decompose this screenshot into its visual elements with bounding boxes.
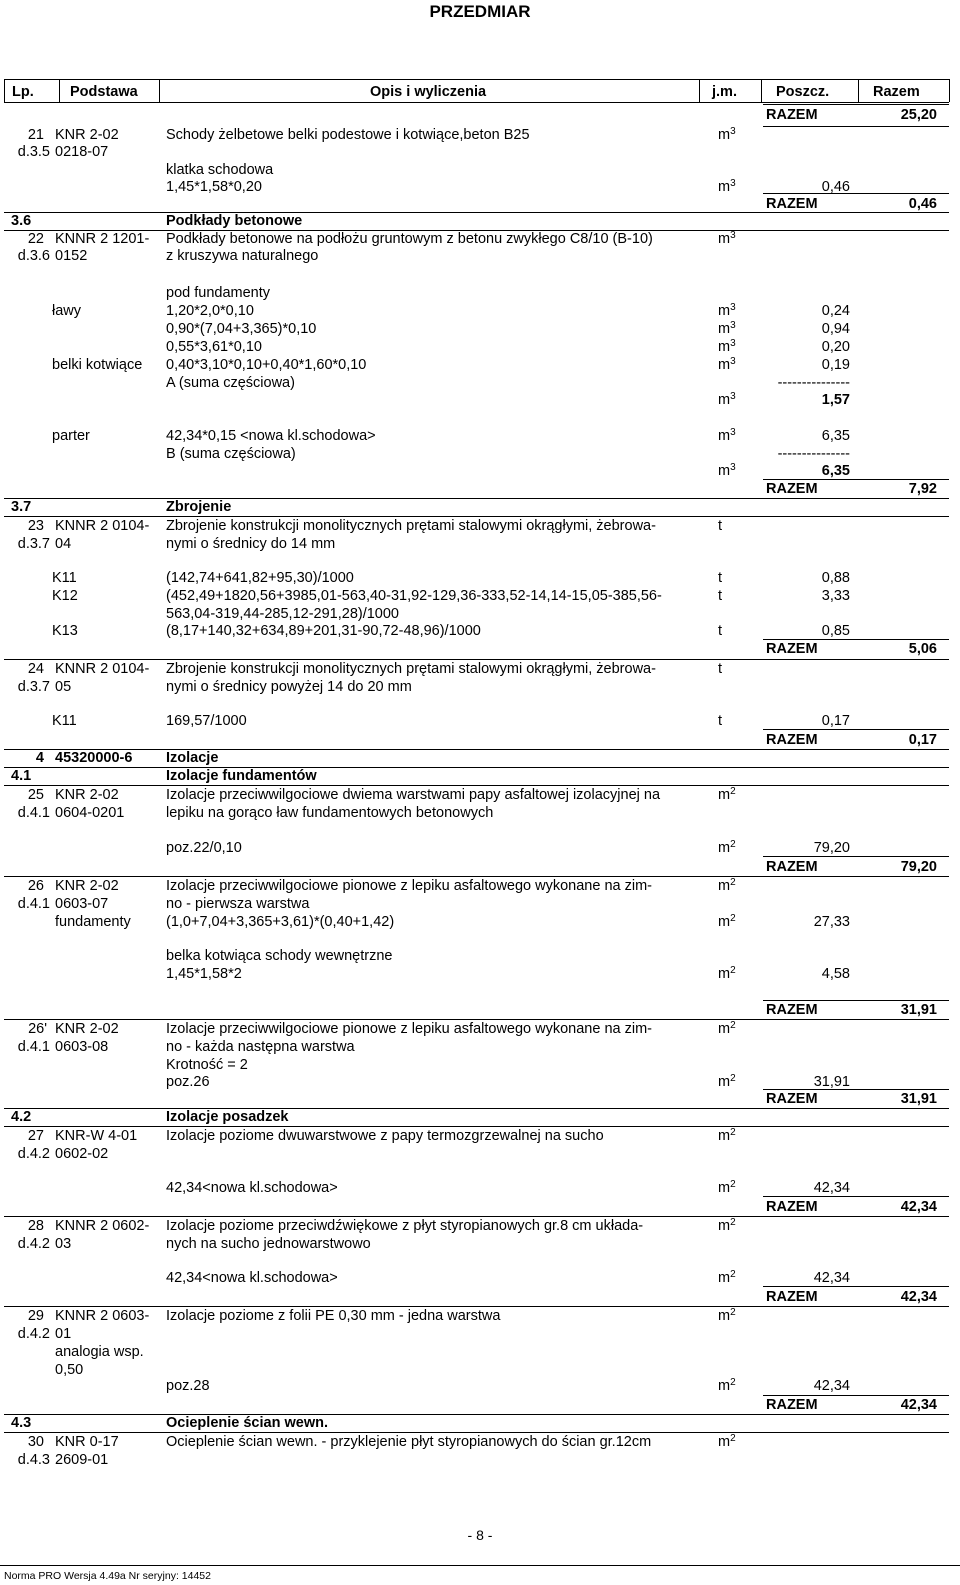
- calc-line: 1,45*1,58*2: [166, 966, 242, 982]
- calc-value: 6,35: [821, 428, 850, 444]
- razem-value: 31,91: [900, 1002, 937, 1018]
- item-basis: KNNR 2 0603-: [55, 1308, 150, 1324]
- item-description: nymi o średnicy powyżej 14 do 20 mm: [166, 679, 412, 695]
- element-label: parter: [52, 428, 90, 444]
- section-name: Ocieplenie ścian wewn.: [166, 1415, 328, 1431]
- section-number: 4.3: [11, 1415, 32, 1431]
- header-divider: [59, 79, 60, 102]
- item-number: 28: [27, 1218, 44, 1234]
- item-basis: KNR 0-17: [55, 1434, 119, 1450]
- item-description: Zbrojenie konstrukcji monolitycznych prętami stalowymi okrągłymi, żebrowa-: [166, 661, 656, 677]
- item-unit: $m^2$: [718, 1307, 736, 1324]
- section-line: [4, 876, 949, 877]
- item-ref: d.4.3: [17, 1452, 50, 1468]
- section-line: [4, 1108, 949, 1109]
- header-divider: [159, 79, 160, 102]
- section-name: Zbrojenie: [166, 499, 232, 515]
- col-header-jm: j.m.: [712, 84, 737, 100]
- razem-line: [763, 729, 949, 730]
- item-basis: KNNR 2 0602-: [55, 1218, 150, 1234]
- calc-value: 0,85: [821, 623, 850, 639]
- razem-label: RAZEM: [766, 1002, 818, 1018]
- razem-value: 7,92: [908, 481, 937, 497]
- item-description: Izolacje przeciwwilgociowe dwiema warstwami papy asfaltowej izolacyjnej na: [166, 787, 661, 803]
- razem-line: [763, 639, 949, 640]
- item-ref: d.3.5: [17, 144, 50, 160]
- calc-unit: $m^2$: [718, 1269, 736, 1286]
- razem-line: [763, 104, 949, 105]
- section-line: [4, 516, 949, 517]
- item-description: no - każda następna warstwa: [166, 1039, 355, 1055]
- item-unit: $m^2$: [718, 1217, 736, 1234]
- calc-unit: $m^3$: [718, 320, 736, 337]
- calc-value: 42,34: [813, 1378, 850, 1394]
- item-description: nych na sucho jednowarstwowo: [166, 1236, 371, 1252]
- razem-label: RAZEM: [766, 196, 818, 212]
- item-basis: KNR 2-02: [55, 1021, 119, 1037]
- calc-unit: $m^2$: [718, 965, 736, 982]
- section-line: [4, 659, 949, 660]
- calc-unit: $m^3$: [718, 391, 736, 408]
- calc-unit: $m^3$: [718, 356, 736, 373]
- razem-value: 31,91: [900, 1091, 937, 1107]
- header-divider: [949, 79, 950, 102]
- item-description: no - pierwsza warstwa: [166, 896, 310, 912]
- footer-text: Norma PRO Wersja 4.49a Nr seryjny: 14452: [4, 1570, 211, 1582]
- partial-sum-label: A (suma częściowa): [166, 375, 295, 391]
- item-unit: t: [718, 518, 723, 534]
- item-number: 24: [27, 661, 44, 677]
- section-number: 3.7: [11, 499, 32, 515]
- item-basis: 04: [55, 536, 72, 552]
- partial-sum-value: 6,35: [821, 463, 850, 479]
- calc-value: 42,34: [813, 1270, 850, 1286]
- calc-line: 0,55*3,61*0,10: [166, 339, 262, 355]
- item-basis: KNNR 2 0104-: [55, 661, 150, 677]
- razem-label: RAZEM: [766, 641, 818, 657]
- page-number: - 8 -: [467, 1527, 493, 1543]
- dash-line: ---------------: [777, 446, 850, 462]
- item-ref: d.3.6: [17, 248, 50, 264]
- item-ref: d.3.7: [17, 536, 50, 552]
- item-basis: KNNR 2 1201-: [55, 231, 150, 247]
- razem-line: [763, 1089, 949, 1090]
- item-basis: 03: [55, 1236, 72, 1252]
- calc-unit: $m^3$: [718, 338, 736, 355]
- calc-value: 4,58: [821, 966, 850, 982]
- item-basis: KNR 2-02: [55, 127, 119, 143]
- razem-line: [763, 1395, 949, 1396]
- header-top-line: [4, 79, 949, 80]
- item-number: 29: [27, 1308, 44, 1324]
- col-header-lp: Lp.: [12, 84, 34, 100]
- section-number: 4.2: [11, 1109, 32, 1125]
- item-basis: 0604-0201: [55, 805, 125, 821]
- item-number: 23: [27, 518, 44, 534]
- item-basis: KNNR 2 0104-: [55, 518, 150, 534]
- razem-value: 42,34: [900, 1199, 937, 1215]
- item-basis: 01: [55, 1326, 72, 1342]
- calc-label: pod fundamenty: [166, 285, 270, 301]
- item-description: Izolacje przeciwwilgociowe pionowe z lepiku asfaltowego wykonane na zim-: [166, 1021, 652, 1037]
- calc-line: 42,34<nowa kl.schodowa>: [166, 1180, 338, 1196]
- element-label: ławy: [52, 303, 82, 319]
- razem-line: [763, 856, 949, 857]
- item-description: Zbrojenie konstrukcji monolitycznych prętami stalowymi okrągłymi, żebrowa-: [166, 518, 656, 534]
- item-ref: d.4.2: [17, 1236, 50, 1252]
- razem-value: 42,34: [900, 1289, 937, 1305]
- element-label: K11: [52, 713, 77, 729]
- item-description: Schody żelbetowe belki podestowe i kotwiące,beton B25: [166, 127, 530, 143]
- item-basis: 0603-08: [55, 1039, 109, 1055]
- item-description: nymi o średnicy do 14 mm: [166, 536, 336, 552]
- calc-line: 1,45*1,58*0,20: [166, 179, 262, 195]
- section-line: [4, 1306, 949, 1307]
- item-unit: $m^3$: [718, 230, 736, 247]
- item-ref: d.4.2: [17, 1326, 50, 1342]
- item-basis: 0602-02: [55, 1146, 109, 1162]
- razem-value: 0,46: [908, 196, 937, 212]
- header-divider: [699, 79, 700, 102]
- calc-unit: $m^2$: [718, 839, 736, 856]
- item-basis: 2609-01: [55, 1452, 109, 1468]
- item-unit: $m^2$: [718, 877, 736, 894]
- item-basis: fundamenty: [55, 914, 131, 930]
- item-ref: d.4.1: [17, 1039, 50, 1055]
- item-unit: t: [718, 661, 723, 677]
- razem-label: RAZEM: [766, 1091, 818, 1107]
- razem-line: [763, 193, 949, 194]
- calc-unit: $m^2$: [718, 1073, 736, 1090]
- razem-line: [763, 1286, 949, 1287]
- col-header-poszcz: Poszcz.: [776, 84, 830, 100]
- section-name: Izolacje fundamentów: [166, 768, 317, 784]
- element-label: K13: [52, 623, 78, 639]
- section-line: [4, 1216, 949, 1217]
- item-unit: $m^2$: [718, 786, 736, 803]
- calc-line: 0,90*(7,04+3,365)*0,10: [166, 321, 317, 337]
- calc-value: 0,20: [821, 339, 850, 355]
- calc-label: belka kotwiąca schody wewnętrzne: [166, 948, 393, 964]
- calc-unit: $m^3$: [718, 427, 736, 444]
- item-description: Izolacje poziome dwuwarstwowe z papy termozgrzewalnej na sucho: [166, 1128, 604, 1144]
- calc-value: 0,46: [821, 179, 850, 195]
- item-basis: KNR 2-02: [55, 878, 119, 894]
- section-number: 4.1: [11, 768, 32, 784]
- razem-label: RAZEM: [766, 1397, 818, 1413]
- item-ref: d.3.7: [17, 679, 50, 695]
- calc-line: (1,0+7,04+3,365+3,61)*(0,40+1,42): [166, 914, 395, 930]
- item-basis: 0152: [55, 248, 88, 264]
- dash-line: ---------------: [777, 375, 850, 391]
- razem-label: RAZEM: [766, 481, 818, 497]
- calc-line: (452,49+1820,56+3985,01-563,40-31,92-129,36-333,52-14,14-15,05-385,56-: [166, 588, 662, 604]
- calc-line: 42,34<nowa kl.schodowa>: [166, 1270, 338, 1286]
- calc-unit: t: [718, 623, 723, 639]
- calc-unit: $m^2$: [718, 913, 736, 930]
- calc-value: 0,94: [821, 321, 850, 337]
- calc-value: 3,33: [821, 588, 850, 604]
- section-line: [4, 1126, 949, 1127]
- header-divider: [761, 79, 762, 102]
- section-number: 4: [35, 750, 44, 766]
- razem-value: 5,06: [908, 641, 937, 657]
- razem-value: 0,17: [908, 732, 937, 748]
- calc-value: 0,24: [821, 303, 850, 319]
- razem-line: [763, 126, 949, 127]
- col-header-opis: Opis i wyliczenia: [370, 84, 487, 100]
- razem-line: [763, 479, 949, 480]
- calc-unit: t: [718, 713, 723, 729]
- calc-unit: $m^2$: [718, 1179, 736, 1196]
- item-description: Ocieplenie ścian wewn. - przyklejenie płyt styropianowych do ścian gr.12cm: [166, 1434, 652, 1450]
- section-line: [4, 1432, 949, 1433]
- item-description: Izolacje przeciwwilgociowe pionowe z lepiku asfaltowego wykonane na zim-: [166, 878, 652, 894]
- item-description: lepiku na gorąco ław fundamentowych betonowych: [166, 805, 494, 821]
- item-number: 25: [27, 787, 44, 803]
- footer-line: [0, 1565, 960, 1566]
- item-basis: 0,50: [55, 1362, 84, 1378]
- element-label: K12: [52, 588, 78, 604]
- calc-value: 79,20: [813, 840, 850, 856]
- calc-unit: $m^3$: [718, 178, 736, 195]
- razem-label: RAZEM: [766, 1199, 818, 1215]
- calc-line: 42,34*0,15 <nowa kl.schodowa>: [166, 428, 376, 444]
- document-title: PRZEDMIAR: [429, 2, 531, 21]
- razem-label: RAZEM: [766, 1289, 818, 1305]
- section-line: [4, 1019, 949, 1020]
- calc-value: 31,91: [813, 1074, 850, 1090]
- item-basis: KNR 2-02: [55, 787, 119, 803]
- calc-line: 0,40*3,10*0,10+0,40*1,60*0,10: [166, 357, 367, 373]
- calc-line: poz.28: [166, 1378, 210, 1394]
- item-ref: d.4.1: [17, 896, 50, 912]
- section-name: Podkłady betonowe: [166, 213, 303, 229]
- calc-value: 0,88: [821, 570, 850, 586]
- razem-line: [763, 1196, 949, 1197]
- item-description: z kruszywa naturalnego: [166, 248, 319, 264]
- razem-value: 79,20: [900, 859, 937, 875]
- item-basis: 05: [55, 679, 72, 695]
- header-divider: [858, 79, 859, 102]
- section-name: Izolacje: [166, 750, 219, 766]
- section-line: [4, 749, 949, 750]
- razem-value: 42,34: [900, 1397, 937, 1413]
- calc-line: (142,74+641,82+95,30)/1000: [166, 570, 354, 586]
- item-unit: $m^2$: [718, 1433, 736, 1450]
- calc-unit: $m^3$: [718, 302, 736, 319]
- item-description: Izolacje poziome przeciwdźwiękowe z płyt styropianowych gr.8 cm układa-: [166, 1218, 644, 1234]
- calc-line: poz.26: [166, 1074, 210, 1090]
- item-ref: d.4.1: [17, 805, 50, 821]
- item-number: 22: [27, 231, 44, 247]
- col-header-podstawa: Podstawa: [70, 84, 138, 100]
- item-basis: analogia wsp.: [55, 1344, 144, 1360]
- razem-label: RAZEM: [766, 107, 818, 123]
- col-header-razem: Razem: [873, 84, 920, 100]
- element-label: K11: [52, 570, 77, 586]
- item-description: Podkłady betonowe na podłożu gruntowym z betonu zwykłego C8/10 (B-10): [166, 231, 653, 247]
- calc-value: 42,34: [813, 1180, 850, 1196]
- item-number: 26: [27, 878, 44, 894]
- section-code: 45320000-6: [55, 750, 133, 766]
- item-basis: KNR-W 4-01: [55, 1128, 138, 1144]
- razem-label: RAZEM: [766, 859, 818, 875]
- calc-line: poz.22/0,10: [166, 840, 242, 856]
- element-label: belki kotwiące: [52, 357, 143, 373]
- partial-sum-label: B (suma częściowa): [166, 446, 296, 462]
- header-divider: [4, 79, 5, 102]
- item-basis: 0603-07: [55, 896, 109, 912]
- section-line: [4, 212, 949, 213]
- razem-value: 25,20: [900, 107, 937, 123]
- item-unit: $m^2$: [718, 1020, 736, 1037]
- calc-unit: $m^3$: [718, 462, 736, 479]
- calc-label: klatka schodowa: [166, 162, 274, 178]
- header-bottom-line: [4, 102, 949, 103]
- item-description: Izolacje poziome z folii PE 0,30 mm - jedna warstwa: [166, 1308, 501, 1324]
- item-number: 21: [27, 127, 44, 143]
- calc-value: 27,33: [813, 914, 850, 930]
- calc-unit: $m^2$: [718, 1377, 736, 1394]
- item-multiplier: Krotność = 2: [166, 1057, 248, 1073]
- item-number: 30: [27, 1434, 44, 1450]
- item-ref: d.4.2: [17, 1146, 50, 1162]
- item-unit: $m^2$: [718, 1127, 736, 1144]
- section-line: [4, 1414, 949, 1415]
- calc-line: 169,57/1000: [166, 713, 247, 729]
- calc-unit: t: [718, 588, 723, 604]
- section-line: [4, 767, 949, 768]
- calc-unit: t: [718, 570, 723, 586]
- razem-label: RAZEM: [766, 732, 818, 748]
- item-unit: $m^3$: [718, 126, 736, 143]
- section-number: 3.6: [11, 213, 32, 229]
- section-name: Izolacje posadzek: [166, 1109, 289, 1125]
- calc-line: 563,04-319,44-285,12-291,28)/1000: [166, 606, 399, 622]
- item-number: 26': [28, 1021, 47, 1037]
- calc-line: 1,20*2,0*0,10: [166, 303, 254, 319]
- calc-value: 0,19: [821, 357, 850, 373]
- item-number: 27: [27, 1128, 44, 1144]
- section-line: [4, 785, 949, 786]
- razem-line: [763, 1000, 949, 1001]
- item-basis: 0218-07: [55, 144, 109, 160]
- calc-value: 0,17: [821, 713, 850, 729]
- partial-sum-value: 1,57: [821, 392, 850, 408]
- section-line: [4, 498, 949, 499]
- calc-line: (8,17+140,32+634,89+201,31-90,72-48,96)/1000: [166, 623, 481, 639]
